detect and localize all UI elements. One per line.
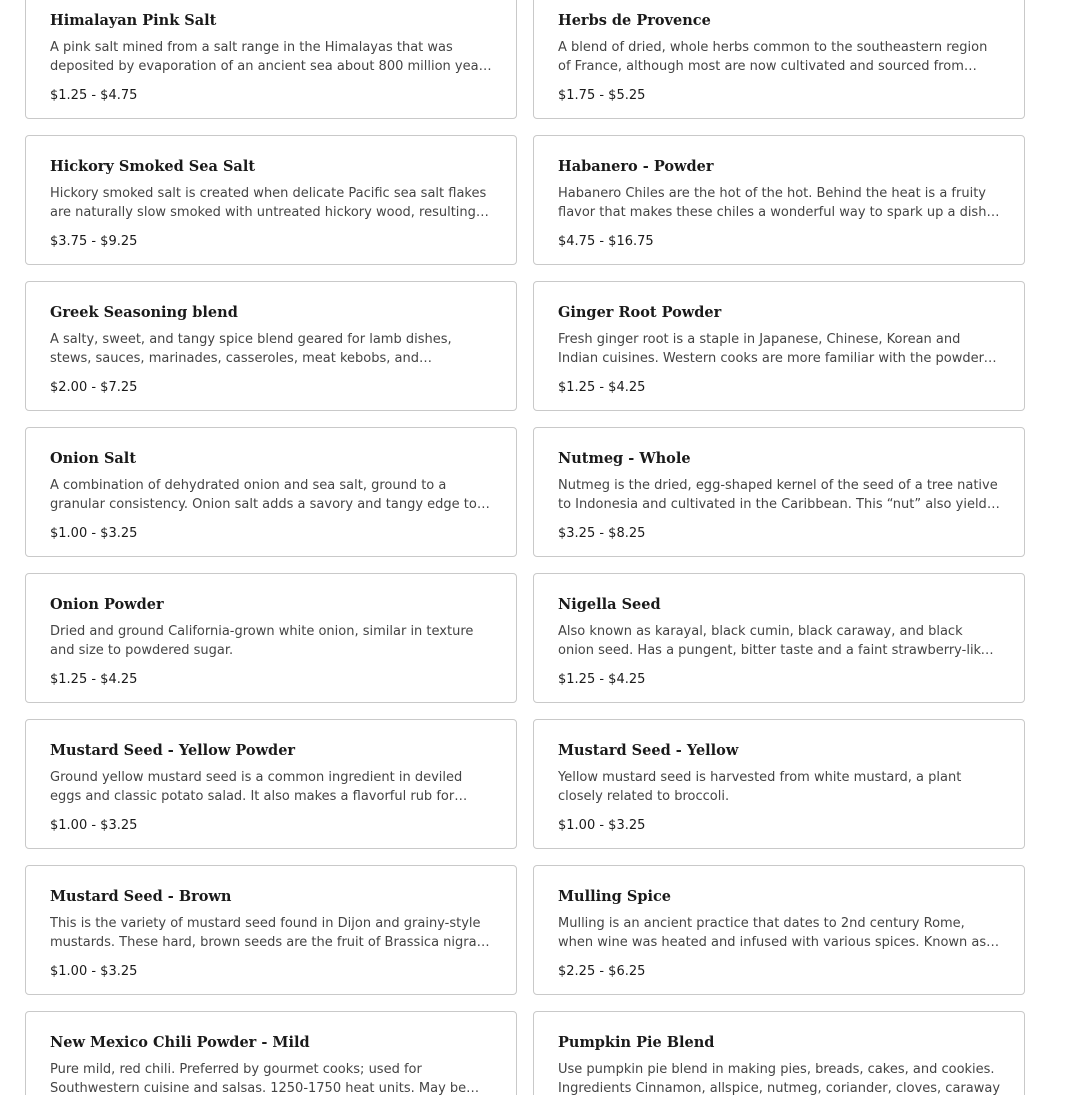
product-name[interactable]: Mustard Seed - Brown [50,888,232,905]
product-description: Hickory smoked salt is created when delicate Pacific sea salt flakes are naturally slow smoked with untreated hickory wood, resulting in [50,186,492,220]
product-price: $2.00 - $7.25 [50,380,138,395]
product-card[interactable] [25,281,517,411]
product-description: Pure mild, red chili. Preferred by gourmet cooks; used for Southwestern cuisine and salsas. 1250-1750 heat units. May be [50,1062,467,1095]
product-card[interactable] [533,719,1025,849]
product-price: $1.00 - $3.25 [50,964,138,979]
product-price: $1.25 - $4.25 [558,672,646,687]
product-price: $1.75 - $5.25 [558,88,646,103]
product-card[interactable] [533,865,1025,995]
product-card[interactable] [25,135,517,265]
product-description: Ground yellow mustard seed is a common ingredient in deviled eggs and classic potato salad. It also makes a flavorful rub for [50,770,463,804]
product-name[interactable]: Habanero - Powder [558,158,714,175]
product-description: Dried and ground California-grown white onion, similar in texture and size to powdered sugar. [50,624,474,658]
product-price: $4.75 - $16.75 [558,234,654,249]
product-name[interactable]: Greek Seasoning blend [50,304,238,321]
product-description: A salty, sweet, and tangy spice blend geared for lamb dishes, stews, sauces, marinades, casseroles, meat kebobs, and [50,332,452,366]
product-description: A pink salt mined from a salt range in the Himalayas that was deposited by evaporation of an ancient sea about 800 million years [50,40,491,74]
product-card[interactable] [533,573,1025,703]
product-card[interactable] [25,719,517,849]
product-name[interactable]: New Mexico Chili Powder - Mild [50,1034,310,1051]
product-price: $1.00 - $3.25 [558,818,646,833]
product-grid [25,0,1025,1095]
product-description: Yellow mustard seed is harvested from white mustard, a plant closely related to broccoli. [558,770,962,804]
product-price: $2.25 - $6.25 [558,964,646,979]
product-price: $1.00 - $3.25 [50,526,138,541]
product-price: $1.25 - $4.25 [50,672,138,687]
product-name[interactable]: Ginger Root Powder [558,304,722,321]
product-card[interactable] [533,135,1025,265]
product-description: Also known as karayal, black cumin, black caraway, and black onion seed. Has a pungent, bitter taste and a faint strawberry-like [558,624,989,658]
product-name[interactable]: Pumpkin Pie Blend [558,1034,715,1051]
product-card[interactable] [25,427,517,557]
product-description: Use pumpkin pie blend in making pies, breads, cakes, and cookies. Ingredients Cinnamon, allspice, nutmeg, coriander, cloves, caraway [558,1062,1000,1095]
product-description: A combination of dehydrated onion and sea salt, ground to a granular consistency. Onion salt adds a savory and tangy edge to [50,478,477,512]
product-name[interactable]: Nutmeg - Whole [558,450,691,467]
product-price: $3.75 - $9.25 [50,234,138,249]
product-description: Habanero Chiles are the hot of the hot. Behind the heat is a fruity flavor that makes these chiles a wonderful way to spark up a dish [558,186,987,220]
product-name[interactable]: Himalayan Pink Salt [50,12,217,29]
product-name[interactable]: Mustard Seed - Yellow Powder [50,742,296,759]
product-description: A blend of dried, whole herbs common to the southeastern region of France, although most are now cultivated and sourced from [558,40,988,74]
product-description: This is the variety of mustard seed found in Dijon and grainy-style mustards. These hard, brown seeds are the fruit of Brassica nigra, [50,916,481,950]
product-name[interactable]: Onion Salt [50,450,137,467]
product-card[interactable] [533,281,1025,411]
product-card[interactable] [25,0,517,119]
product-card[interactable] [533,1011,1025,1095]
product-description: Fresh ginger root is a staple in Japanese, Chinese, Korean and Indian cuisines. Western cooks are more familiar with the powdered [558,332,1000,366]
product-description: Nutmeg is the dried, egg-shaped kernel of the seed of a tree native to Indonesia and cultivated in the Caribbean. This “nut” also yields [558,478,998,512]
product-card[interactable] [533,0,1025,119]
product-name[interactable]: Onion Powder [50,596,164,613]
product-price: $1.00 - $3.25 [50,818,138,833]
product-card[interactable] [25,1011,517,1095]
product-name[interactable]: Mustard Seed - Yellow [558,742,739,759]
product-price: $1.25 - $4.75 [50,88,138,103]
product-price: $3.25 - $8.25 [558,526,646,541]
product-name[interactable]: Herbs de Provence [558,12,711,29]
product-card[interactable] [25,573,517,703]
product-price: $1.25 - $4.25 [558,380,646,395]
product-card[interactable] [25,865,517,995]
product-card[interactable] [533,427,1025,557]
product-description: Mulling is an ancient practice that dates to 2nd century Rome, when wine was heated and infused with various spices. Known as [558,916,987,950]
product-name[interactable]: Mulling Spice [558,888,672,905]
product-name[interactable]: Nigella Seed [558,596,661,613]
product-name[interactable]: Hickory Smoked Sea Salt [50,158,256,175]
